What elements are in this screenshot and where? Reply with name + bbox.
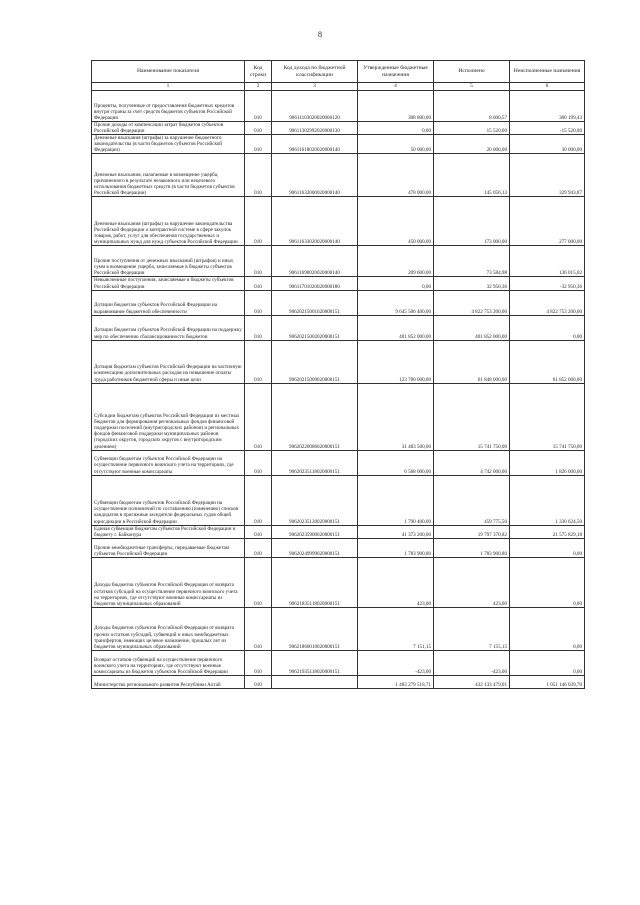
table-row: [92, 383, 585, 450]
row-executed: 173 000,00: [434, 197, 510, 246]
row-classification: 90621860010020000151: [272, 607, 358, 650]
column-number: 2: [245, 83, 272, 91]
row-unexecuted: 136 015,02: [510, 246, 585, 277]
row-unexecuted: 0,00: [510, 650, 585, 675]
row-name: Субсидии бюджетам субъектов Российской Федерации из местных бюджетов для формирования региональных фондов финансовой поддержки поселений (внутригородских районов) и региональных фондов финансовой поддержки муниципальных районов (городских округов, городских округов с внутригородским делением): [92, 383, 245, 450]
table-row: [92, 450, 585, 475]
row-executed: 73 584,98: [434, 246, 510, 277]
row-unexecuted: -32 950,36: [510, 277, 585, 290]
table-row: [92, 122, 585, 135]
header-classification: Код дохода по бюджетной классификации: [272, 61, 358, 83]
table-row: [92, 340, 585, 383]
column-number: 3: [272, 83, 358, 91]
row-name: Денежные взыскания (штрафы) за нарушение законодательства Российской Федерации о контрактной системе в сфере закупок товаров, работ, услуг для обеспечения государственных и муниципальных нужд для нужд субъектов Российской Федерации: [92, 197, 245, 246]
column-number: 6: [510, 83, 585, 91]
row-code: 010: [245, 135, 272, 154]
table-row: [92, 557, 585, 607]
row-unexecuted: 0,00: [510, 538, 585, 557]
table-row: [92, 675, 585, 688]
column-number: 5: [434, 83, 510, 91]
row-executed: 61 848 000,00: [434, 340, 510, 383]
row-unexecuted: 15 741 750,00: [510, 383, 585, 450]
row-code: 010: [245, 246, 272, 277]
row-name: Невыясненные поступления, зачисляемые в бюджеты субъектов Российской Федерации: [92, 277, 245, 290]
row-classification: 90611618020020000140: [272, 135, 358, 154]
row-code: 010: [245, 91, 272, 122]
row-code: 010: [245, 538, 272, 557]
row-name: Прочие межбюджетные трансферты, передаваемые бюджетам субъектов Российской Федерации: [92, 538, 245, 557]
row-approved: 50 000,00: [358, 135, 434, 154]
row-approved: -423,00: [358, 650, 434, 675]
row-name: Возврат остатков субвенций на осуществление первичного воинского учета на территориях, где отсутствуют военные комиссариаты из бюджетов субъектов Российской Федерации: [92, 650, 245, 675]
row-executed: 15 520,00: [434, 122, 510, 135]
row-unexecuted: 0,00: [510, 557, 585, 607]
row-approved: 401 852 000,00: [358, 315, 434, 340]
row-name: Дотации бюджетам субъектов Российской Федерации на выравнивание бюджетной обеспеченности: [92, 290, 245, 315]
row-approved: 1 790 400,00: [358, 475, 434, 525]
row-approved: 6 568 000,00: [358, 450, 434, 475]
column-number: 4: [358, 83, 434, 91]
row-executed: 423,00: [434, 557, 510, 607]
table-row: [92, 650, 585, 675]
row-executed: -423,00: [434, 650, 510, 675]
row-executed: 19 797 370,82: [434, 525, 510, 538]
table-row: [92, 154, 585, 197]
table-row: [92, 277, 585, 290]
row-code: 010: [245, 290, 272, 315]
column-number-row: [92, 83, 585, 91]
row-name: Субвенции бюджетам субъектов Российской Федерации на осуществление первичного воинского учета на территориях, где отсутствуют военные комиссариаты: [92, 450, 245, 475]
row-approved: 1 783 900,80: [358, 538, 434, 557]
table-header-row: [92, 61, 585, 83]
row-executed: 401 852 000,00: [434, 315, 510, 340]
table-row: [92, 538, 585, 557]
header-approved: Утвержденные бюджетные назначения: [358, 61, 434, 83]
row-unexecuted: 30 000,00: [510, 135, 585, 154]
row-name: Проценты, полученные от предоставления бюджетных кредитов внутри страны за счет средств бюджетов субъектов Российской Федерации: [92, 91, 245, 122]
row-name: Прочие поступления от денежных взысканий (штрафов) и иных сумм в возмещение ущерба, зачисляемые в бюджеты субъектов Российской Федерации: [92, 246, 245, 277]
row-approved: 0,00: [358, 122, 434, 135]
row-approved: 450 000,00: [358, 197, 434, 246]
row-executed: 145 056,13: [434, 154, 510, 197]
row-classification: 90611701020020000180: [272, 277, 358, 290]
row-approved: 9 645 506 400,00: [358, 290, 434, 315]
row-classification: 90611103020020000120: [272, 91, 358, 122]
row-classification: 90611632000020000140: [272, 154, 358, 197]
row-executed: 20 000,00: [434, 135, 510, 154]
row-unexecuted: 1 330 624,50: [510, 475, 585, 525]
row-code: 010: [245, 525, 272, 538]
table-row: [92, 91, 585, 122]
row-classification: 90611302992020000130: [272, 122, 358, 135]
row-name: Дотации бюджетам субъектов Российской Федерации на поддержку мер по обеспечению сбалансированности бюджетов: [92, 315, 245, 340]
row-classification: 90620215001020000151: [272, 290, 358, 315]
row-name: Дотация бюджетам субъектов Российской Федерации на частичную компенсацию дополнительных расходов на повышение оплаты труда работников бюджетной сферы и иные цели: [92, 340, 245, 383]
table-row: [92, 315, 585, 340]
row-approved: 478 000,00: [358, 154, 434, 197]
row-code: 010: [245, 277, 272, 290]
row-unexecuted: 1 826 000,00: [510, 450, 585, 475]
row-approved: 31 483 500,00: [358, 383, 434, 450]
table-row: [92, 475, 585, 525]
header-code: Код строки: [245, 61, 272, 83]
row-executed: 459 775,50: [434, 475, 510, 525]
page-number: 8: [318, 30, 322, 39]
row-executed: 432 133 479,01: [434, 675, 510, 688]
row-approved: 209 600,00: [358, 246, 434, 277]
row-approved: 7 151,15: [358, 607, 434, 650]
row-name: Единая субвенция бюджетам субъектов Российской Федерации и бюджету г. Байконура: [92, 525, 245, 538]
row-classification: 90620215009020000151: [272, 340, 358, 383]
row-unexecuted: 1 051 146 039,70: [510, 675, 585, 688]
table-row: [92, 607, 585, 650]
row-code: 010: [245, 607, 272, 650]
row-approved: 423,00: [358, 557, 434, 607]
row-code: 010: [245, 557, 272, 607]
row-executed: 8 600,57: [434, 91, 510, 122]
row-name: Доходы бюджетов субъектов Российской Федерации от возврата остатков субсидий на осуществление первичного воинского учета на территориях, где отсутствуют военные комиссариаты из бюджетов муниципальных образований: [92, 557, 245, 607]
row-code: 010: [245, 475, 272, 525]
row-executed: 32 950,36: [434, 277, 510, 290]
revenue-report-table: [91, 60, 585, 689]
row-code: 010: [245, 450, 272, 475]
row-classification: 90620220086020000151: [272, 383, 358, 450]
row-classification: 90621835118020000151: [272, 557, 358, 607]
table-row: [92, 525, 585, 538]
row-code: 010: [245, 650, 272, 675]
row-approved: 1 483 279 518,71: [358, 675, 434, 688]
row-name: Министерство регионального развития Республики Алтай: [92, 675, 245, 688]
row-executed: 4 822 753 200,00: [434, 290, 510, 315]
table-row: [92, 197, 585, 246]
row-classification: [272, 675, 358, 688]
row-name: Субвенции бюджетам субъектов Российской Федерации на осуществление полномочий по составлению (изменению) списков кандидатов в присяжные заседатели федеральных судов общей юрисдикции в Российской Федерации: [92, 475, 245, 525]
row-name: Денежные взыскания (штрафы) за нарушение бюджетного законодательства (в части бюджетов субъектов Российской Федерации): [92, 135, 245, 154]
table-row: [92, 246, 585, 277]
row-unexecuted: 277 000,00: [510, 197, 585, 246]
row-classification: 90611633020020000140: [272, 197, 358, 246]
header-unexecuted: Неисполненные назначения: [510, 61, 585, 83]
row-approved: 123 700 000,00: [358, 340, 434, 383]
table-row: [92, 135, 585, 154]
row-classification: 90620249999020000151: [272, 538, 358, 557]
row-code: 010: [245, 675, 272, 688]
row-classification: 90620235118020000151: [272, 450, 358, 475]
row-classification: 90620235900020000151: [272, 525, 358, 538]
row-unexecuted: 0,00: [510, 607, 585, 650]
row-code: 010: [245, 154, 272, 197]
row-unexecuted: 329 943,87: [510, 154, 585, 197]
column-number: 1: [92, 83, 245, 91]
row-unexecuted: 61 852 000,00: [510, 340, 585, 383]
row-classification: 90620235120020000151: [272, 475, 358, 525]
table-row: [92, 290, 585, 315]
row-unexecuted: 0,00: [510, 315, 585, 340]
row-unexecuted: 4 822 753 200,00: [510, 290, 585, 315]
row-code: 010: [245, 340, 272, 383]
row-unexecuted: 21 575 829,18: [510, 525, 585, 538]
row-name: Денежные взыскания, налагаемые в возмещение ущерба, причиненного в результате незаконного или нецелевого использования бюджетных средств (в части бюджетов субъектов Российской Федерации): [92, 154, 245, 197]
row-classification: 90620215002020000151: [272, 315, 358, 340]
row-name: Прочие доходы от компенсации затрат бюджетов субъектов Российской Федерации: [92, 122, 245, 135]
header-name: Наименование показателя: [92, 61, 245, 83]
row-code: 010: [245, 122, 272, 135]
row-executed: 4 742 000,00: [434, 450, 510, 475]
row-classification: 90611690020020000140: [272, 246, 358, 277]
header-executed: Исполнено: [434, 61, 510, 83]
row-approved: 41 373 200,00: [358, 525, 434, 538]
row-executed: 7 155,15: [434, 607, 510, 650]
row-unexecuted: -15 520,00: [510, 122, 585, 135]
row-code: 010: [245, 197, 272, 246]
row-executed: 15 741 750,00: [434, 383, 510, 450]
row-classification: 90621935118020000151: [272, 650, 358, 675]
row-name: Доходы бюджетов субъектов Российской Федерации от возврата прочих остатков субсидий, субвенций и иных межбюджетных трансфертов, имеющих целевое назначение, прошлых лет из бюджетов муниципальных образований: [92, 607, 245, 650]
row-executed: 1 783 900,80: [434, 538, 510, 557]
row-code: 010: [245, 315, 272, 340]
row-approved: 308 800,00: [358, 91, 434, 122]
row-code: 010: [245, 383, 272, 450]
row-unexecuted: 300 199,43: [510, 91, 585, 122]
row-approved: 0,00: [358, 277, 434, 290]
